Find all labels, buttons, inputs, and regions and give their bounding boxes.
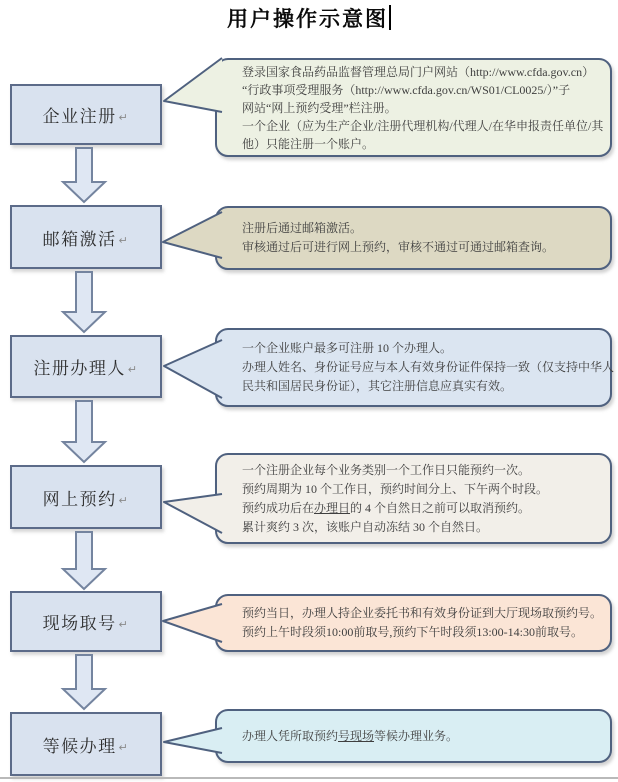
- callout-line: 一个企业账户最多可注册 10 个办理人。: [242, 341, 453, 355]
- callout-line: 民共和国居民身份证），其它注册信息应真实有效。: [242, 379, 513, 393]
- step-box-register-handler: [10, 335, 162, 398]
- callout-tail: [164, 340, 222, 398]
- down-arrow: [63, 532, 105, 589]
- callout-line: 办理人姓名、身份证号应与本人有效身份证件保持一致（仅支持中华人: [242, 360, 615, 374]
- callout-text-segment: 办理人凭所取预约: [242, 728, 339, 743]
- down-arrow: [63, 655, 105, 709]
- paragraph-mark: ↵: [118, 494, 130, 507]
- callout-number-taking-info: [215, 594, 612, 652]
- text-cursor: [389, 5, 391, 30]
- callout-tail: [164, 494, 222, 533]
- callout-text-segment: 的 4 个自然日之前可以取消预约。: [350, 500, 531, 515]
- callout-line: 网站“网上预约受理”栏注册。: [242, 100, 397, 115]
- down-arrow: [63, 401, 105, 462]
- step-box-online-appointment: [10, 465, 162, 529]
- callout-line: 预约上午时段须10:00前取号,预约下午时段须13:00-14:30前取号。: [242, 625, 583, 639]
- callout-line: 他）只能注册一个账户。: [242, 136, 375, 151]
- underlined-text: 办理日: [314, 500, 351, 515]
- down-arrow: [63, 272, 105, 332]
- callout-text-segment: 等候办理业务。: [374, 728, 459, 743]
- paragraph-mark: ↵: [118, 112, 130, 124]
- callout-line: 审核通过后可进行网上预约，审核不通过可通过邮箱查询。: [242, 240, 555, 254]
- step-box-waiting-processing: [10, 712, 162, 776]
- step-label: 企业注册: [42, 107, 117, 126]
- step-box-email-activation: [10, 205, 162, 269]
- callout-line: [242, 727, 604, 746]
- callout-line: 一个注册企业每个业务类别一个工作日只能预约一次。: [242, 462, 531, 477]
- callout-waiting-info: [215, 709, 612, 763]
- step-label: 邮箱激活: [42, 229, 117, 249]
- page-title: [0, 3, 618, 33]
- callout-line: 一个企业（应为生产企业/注册代理机构/代理人/在华申报责任单位/其: [242, 118, 604, 133]
- paragraph-mark: ↵: [118, 234, 130, 247]
- callout-line: 预约周期为 10 个工作日，预约时间分上、下午两个时段。: [242, 481, 549, 496]
- step-label: 等候办理: [42, 736, 117, 756]
- callout-line: 登录国家食品药品监督管理总局门户网站（http://www.cfda.gov.cn）: [242, 64, 595, 79]
- bottom-divider-line: [0, 777, 618, 779]
- callout-line: 注册后通过邮箱激活。: [242, 221, 363, 235]
- step-box-onsite-number-taking: [10, 591, 162, 652]
- page-title-text: 用户操作示意图: [227, 8, 388, 31]
- paragraph-mark: ↵: [118, 619, 130, 631]
- callout-line: [242, 499, 604, 518]
- step-label: 现场取号: [42, 614, 117, 633]
- callout-tail: [163, 604, 222, 642]
- callout-registration-info: [215, 58, 612, 157]
- step-box-enterprise-registration: [10, 84, 162, 145]
- callout-appointment-rules: [215, 453, 612, 544]
- callout-tail: [164, 728, 222, 753]
- paragraph-mark: ↵: [127, 364, 139, 376]
- down-arrow: [63, 148, 105, 202]
- callout-handler-info: [215, 328, 615, 407]
- step-label: 网上预约: [42, 489, 117, 509]
- paragraph-mark: ↵: [118, 741, 130, 754]
- callout-text-segment: 预约成功后在: [242, 500, 315, 515]
- callout-line: 累计爽约 3 次，该账户自动冻结 30 个自然日。: [242, 519, 489, 534]
- callout-line: “行政事项受理服务（http://www.cfda.gov.cn/WS01/CL0025/）”子: [242, 82, 571, 97]
- callout-email-activation-info: [215, 206, 612, 270]
- step-label: 注册办理人: [33, 359, 126, 378]
- callout-tail: [164, 58, 222, 112]
- callout-line: 预约当日，办理人持企业委托书和有效身份证到大厅现场取预约号。: [242, 606, 603, 620]
- callout-tail: [163, 212, 222, 258]
- underlined-text: 号现场: [338, 728, 375, 743]
